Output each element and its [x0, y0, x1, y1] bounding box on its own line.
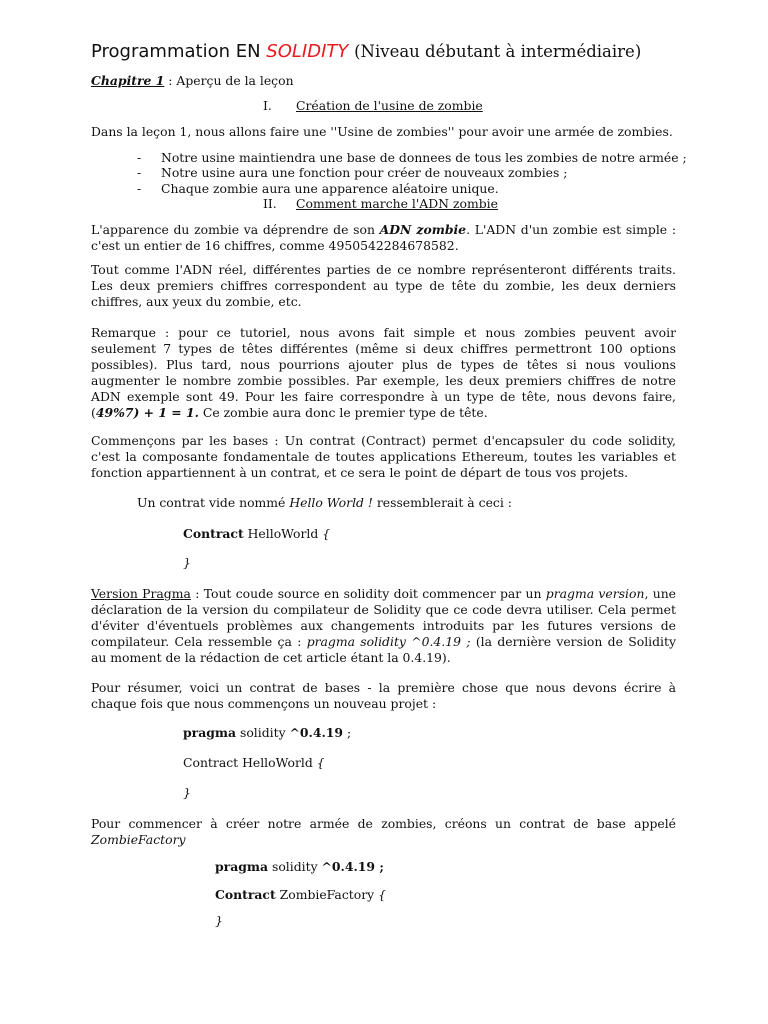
- paragraph-adn: L'apparence du zombie va déprendre de son ADN zombie. L'ADN d'un zombie est simple : c'est un entier de 16 chiffres, comme 4950542284678582.: [91, 222, 676, 253]
- section-number-1: I.: [263, 98, 272, 113]
- list-item: - Chaque zombie aura une apparence aléatoire unique.: [137, 181, 499, 196]
- code-line: Contract ZombieFactory {: [215, 887, 386, 902]
- list-item: - Notre usine aura une fonction pour créer de nouveaux zombies ;: [137, 165, 568, 180]
- code-line: }: [215, 913, 223, 928]
- paragraph-resumer: Pour résumer, voici un contrat de bases - la première chose que nous devons écrire à chaque fois que nous commençons un nouveau projet :: [91, 680, 676, 711]
- code-line: Contract HelloWorld {: [183, 526, 331, 541]
- chapter-heading: [91, 73, 294, 89]
- paragraph-remarque: Remarque : pour ce tutoriel, nous avons fait simple et nous zombies peuvent avoir seulement 7 types de têtes différentes (même si deux chiffres permettront 100 options possibles). Plus tard, nous pourrions ajouter plus de types de têtes si nous voulions augmenter le nombre zombie possibles. Par exemple, les deux premiers chiffres de notre ADN exemple sont 49. Pour les faire correspondre à un type de tête, nous devons faire, (49%7) + 1 = 1. Ce zombie aura donc le premier type de tête.: [91, 325, 676, 420]
- title-prefix: Programmation EN: [91, 41, 267, 62]
- paragraph-contrat: Commençons par les bases : Un contrat (Contract) permet d'encapsuler du code solidity, c'est la composante fondamentale de toutes applications Ethereum, toutes les variables et fonction appartiennent à un contrat, et ce sera le point de départ de tous vos projets.: [91, 433, 676, 480]
- paragraph-factory: Pour commencer à créer notre armée de zombies, créons un contrat de base appelé ZombieFactory: [91, 816, 676, 847]
- chapter-label: Chapitre 1: [91, 73, 165, 88]
- formula: 49%7) + 1 = 1.: [95, 405, 199, 420]
- code-line: }: [183, 785, 191, 800]
- section-number-2: II.: [263, 196, 277, 211]
- chapter-subtitle: : Aperçu de la leçon: [164, 73, 294, 88]
- page-title: [91, 40, 641, 64]
- code-line: }: [183, 555, 191, 570]
- section-heading-2: [263, 196, 498, 212]
- intro-paragraph: Dans la leçon 1, nous allons faire une ''Usine de zombies'' pour avoir une armée de zombies.: [91, 124, 673, 139]
- code-line: pragma solidity ^0.4.19 ;: [215, 859, 384, 874]
- section-heading-1: [263, 98, 483, 114]
- title-keyword: SOLIDITY: [266, 41, 349, 62]
- code-line: pragma solidity ^0.4.19 ;: [183, 725, 352, 740]
- hello-intro: Un contrat vide nommé Hello World ! ressemblerait à ceci :: [137, 495, 512, 510]
- paragraph-pragma: Version Pragma : Tout coude source en solidity doit commencer par un pragma version, une déclaration de la version du compilateur de Solidity que ce code devra utiliser. Cela permet d'éviter d'éventuels problèmes aux changements introduits par les futures versions de compilateur. Cela ressemble ça : pragma solidity ^0.4.19 ; (la dernière version de Solidity au moment de la rédaction de cet article étant la 0.4.19).: [91, 586, 677, 665]
- section-title-1: Création de l'usine de zombie: [296, 98, 483, 113]
- section-title-2: Comment marche l'ADN zombie: [296, 196, 498, 211]
- title-subtitle: (Niveau débutant à intermédiaire): [354, 42, 642, 61]
- version-pragma-label: Version Pragma: [91, 586, 191, 601]
- paragraph-traits: Tout comme l'ADN réel, différentes parties de ce nombre représenteront différents traits. Les deux premiers chiffres correspondent au type de tête du zombie, les deux derniers chiffres, aux yeux du zombie, etc.: [91, 262, 676, 309]
- code-line: Contract HelloWorld {: [183, 755, 325, 770]
- list-item: - Notre usine maintiendra une base de donnees de tous les zombies de notre armée ;: [137, 150, 687, 165]
- adn-zombie-term: ADN zombie: [379, 222, 467, 237]
